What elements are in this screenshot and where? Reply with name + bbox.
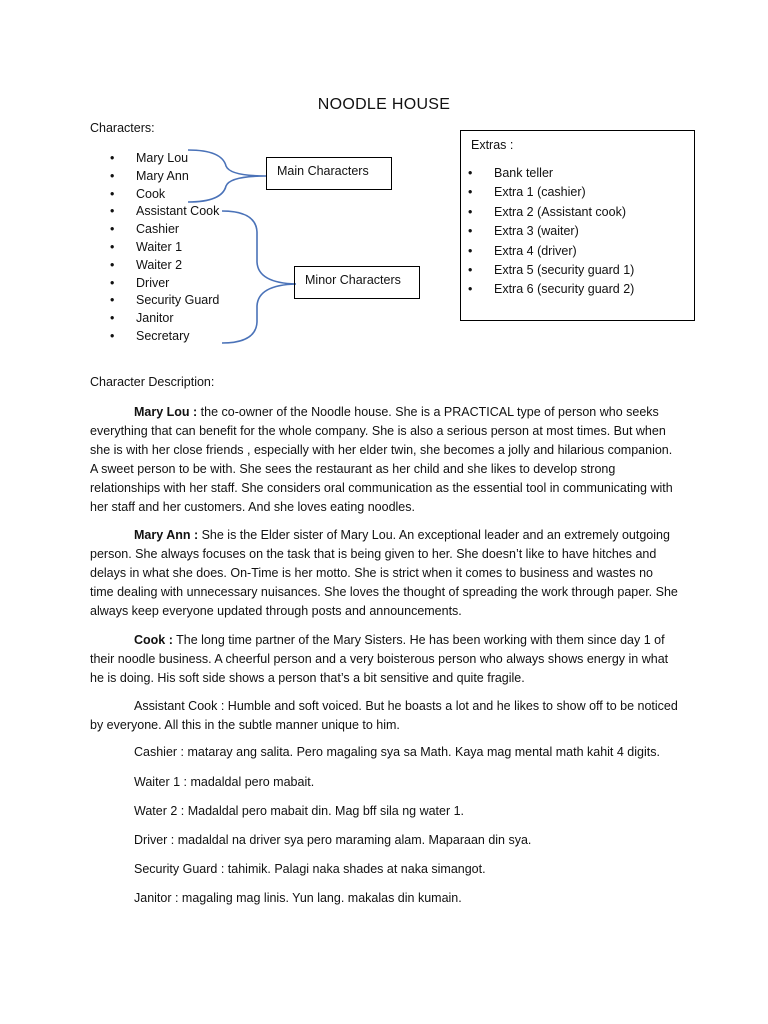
- description-heading: Character Description:: [90, 375, 215, 389]
- character-item: • Assistant Cook: [110, 203, 219, 221]
- mary-lou-name: Mary Lou :: [134, 405, 198, 419]
- cook-text: The long time partner of the Mary Sisters. He has been working with them since day 1 of their noodle business. A cheerful person and a very boisterous person who always shows energy in what he is doing. His soft side shows a person that’s a bit sensitive and quite fragile.: [90, 633, 669, 685]
- character-item: • Driver: [110, 275, 219, 293]
- security-guard-description: Security Guard : tahimik. Palagi naka shades at naka simangot.: [134, 862, 486, 876]
- mary-lou-description: [90, 403, 680, 517]
- character-item: • Mary Lou: [110, 150, 219, 168]
- character-item: • Mary Ann: [110, 168, 219, 186]
- extras-item: • Extra 3 (waiter): [468, 222, 634, 241]
- extras-item: • Extra 4 (driver): [468, 242, 634, 261]
- extras-item: • Extra 2 (Assistant cook): [468, 203, 634, 222]
- minor-characters-box: [294, 266, 420, 299]
- driver-description: Driver : madaldal na driver sya pero maraming alam. Maparaan din sya.: [134, 833, 532, 847]
- document-title: NOODLE HOUSE: [317, 96, 451, 113]
- minor-characters-label: Minor Characters: [305, 273, 401, 287]
- main-characters-box: [266, 157, 392, 190]
- mary-ann-name: Mary Ann :: [134, 528, 199, 542]
- characters-label: Characters:: [90, 121, 155, 135]
- mary-lou-text: the co-owner of the Noodle house. She is a PRACTICAL type of person who seeks everything that can benefit for the whole company. She is also a serious person at most times. But when she is with her close friends , especially with her elder twin, she becomes a jolly and hilarious companion. A sweet person to be with. She sees the restaurant as her child and she likes to develop strong relationships with her staff. She considers oral communication as the essential tool in communicating with her staff and her customers. And she loves eating noodles.: [90, 405, 673, 514]
- mary-ann-description: [90, 526, 680, 621]
- cashier-description: Cashier : mataray ang salita. Pero magaling sya sa Math. Kaya mag mental math kahit 4 digits.: [134, 745, 660, 759]
- extras-item: • Extra 5 (security guard 1): [468, 261, 634, 280]
- character-item: • Waiter 1: [110, 239, 219, 257]
- mary-ann-text: She is the Elder sister of Mary Lou. An exceptional leader and an extremely outgoing person. She always focuses on the task that is being given to her. She doesn’t like to have hitches and delays in what she does. On-Time is her motto. She is strict when it comes to business and wastes no time dealing with unnecessary nuisances. She loves the thought of spreading the work through paper. She always keep everyone updated through posts and announcements.: [90, 528, 678, 618]
- janitor-description: Janitor : magaling mag linis. Yun lang. makalas din kumain.: [134, 891, 462, 905]
- character-item: • Janitor: [110, 310, 219, 328]
- main-characters-label: Main Characters: [277, 164, 369, 178]
- extras-list: [468, 164, 634, 300]
- character-item: • Security Guard: [110, 292, 219, 310]
- extras-item: • Bank teller: [468, 164, 634, 183]
- extras-item: • Extra 6 (security guard 2): [468, 280, 634, 299]
- waiter-1-description: Waiter 1 : madaldal pero mabait.: [134, 775, 315, 789]
- cook-name: Cook :: [134, 633, 173, 647]
- character-item: • Cook: [110, 186, 219, 204]
- extras-label: Extras :: [471, 138, 514, 152]
- main-characters-brace: [188, 150, 266, 202]
- character-item: • Waiter 2: [110, 257, 219, 275]
- cook-description: [90, 631, 680, 688]
- assistant-cook-description: Assistant Cook : Humble and soft voiced. But he boasts a lot and he likes to show off to be noticed by everyone. All this in the subtle manner unique to him.: [90, 699, 678, 732]
- extras-box: [460, 130, 695, 321]
- water-2-description: Water 2 : Madaldal pero mabait din. Mag bff sila ng water 1.: [134, 804, 465, 818]
- character-item: • Cashier: [110, 221, 219, 239]
- minor-characters-brace: [222, 211, 296, 343]
- extras-item: • Extra 1 (cashier): [468, 183, 634, 202]
- character-item: • Secretary: [110, 328, 219, 346]
